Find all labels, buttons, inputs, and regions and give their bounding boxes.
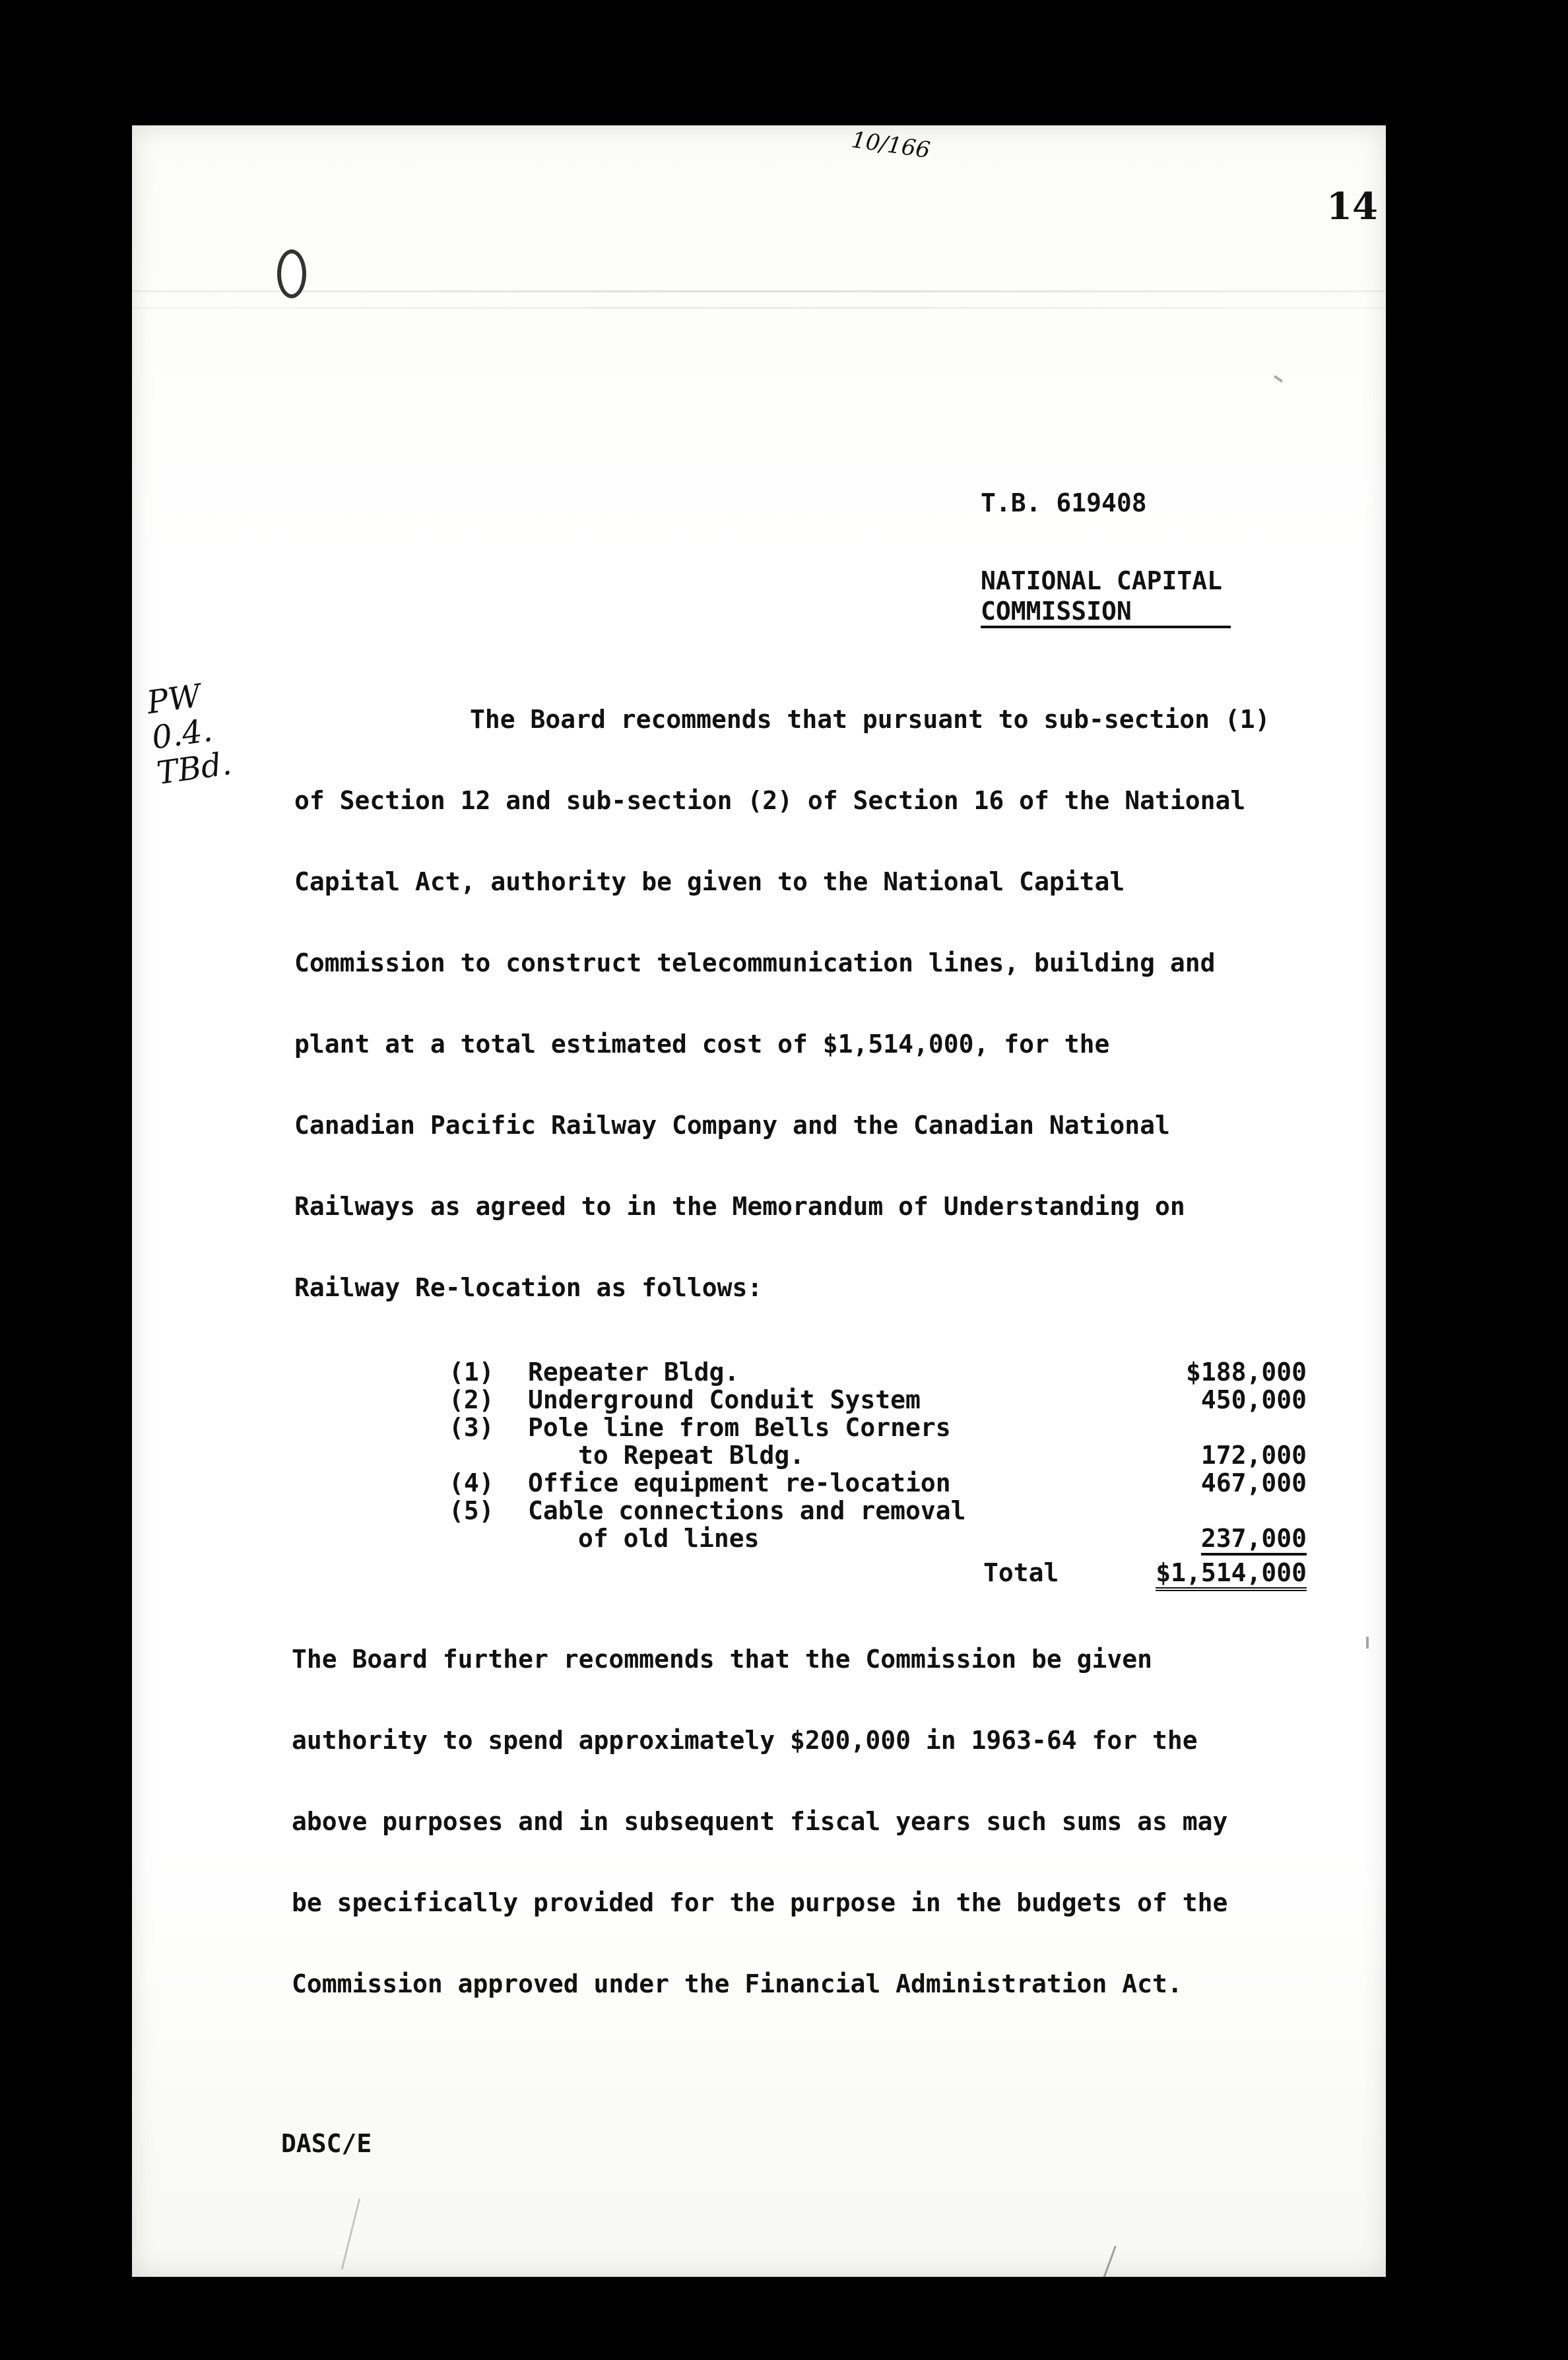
paragraph2-line: Commission approved under the Financial Administration Act. (292, 1969, 1183, 1998)
scan-scratch (341, 2198, 361, 2269)
margin-note: 0.4. (149, 711, 215, 757)
item-description: Cable connections and removal (528, 1496, 966, 1525)
agency-name-line1: NATIONAL CAPITAL (981, 566, 1223, 595)
item-description: Pole line from Bells Corners (528, 1413, 951, 1442)
margin-note: TBd. (154, 744, 234, 793)
paragraph2-line: The Board further recommends that the Commission be given (292, 1645, 1153, 1674)
item-number: (2) (449, 1385, 494, 1414)
margin-note: PW (145, 677, 203, 722)
item-amount: 237,000 (1201, 1524, 1307, 1556)
paragraph2-line: be specifically provided for the purpose in the budgets of the (292, 1888, 1228, 1917)
margin-handwritten-notes (145, 675, 234, 791)
fold-crease (132, 307, 1386, 309)
paragraph1-line: Capital Act, authority be given to the National Capital (294, 867, 1125, 896)
paragraph2-line: authority to spend approximately $200,000 in 1963-64 for the (292, 1726, 1198, 1755)
item-number: (1) (449, 1358, 494, 1387)
typist-initials: DASC/E (281, 2129, 372, 2158)
scan-scratch (1090, 2246, 1116, 2277)
item-description: Underground Conduit System (528, 1385, 921, 1414)
paragraph1-line: Railway Re-location as follows: (294, 1273, 763, 1302)
paragraph1-line: of Section 12 and sub-section (2) of Section 16 of the National (294, 786, 1246, 815)
item-amount: 450,000 (1200, 1385, 1307, 1414)
treasury-board-reference: T.B. 619408 (981, 488, 1147, 517)
paragraph2-line: above purposes and in subsequent fiscal years such sums as may (292, 1807, 1228, 1836)
scan-speck (1274, 375, 1283, 382)
total-amount-wrap (1109, 1559, 1307, 1587)
item-amount-wrap (1109, 1524, 1307, 1552)
item-description: to Repeat Bldg. (578, 1441, 805, 1470)
total-label: Total (983, 1558, 1059, 1587)
item-amount: 467,000 (1200, 1468, 1307, 1497)
page-number: 14 (1326, 185, 1378, 228)
paragraph1-line: The Board recommends that pursuant to sub-section (1) (470, 705, 1270, 734)
paragraph1-line: Railways as agreed to in the Memorandum of Understanding on (294, 1192, 1185, 1221)
document-page (132, 125, 1386, 2277)
item-description: Repeater Bldg. (528, 1358, 740, 1387)
item-amount: $188,000 (1185, 1358, 1307, 1387)
total-amount: $1,514,000 (1156, 1558, 1307, 1591)
item-description: of old lines (578, 1524, 760, 1553)
scan-speck (1366, 1637, 1369, 1649)
hole-punch-mark (277, 249, 306, 298)
paragraph1-line: plant at a total estimated cost of $1,514,000, for the (294, 1030, 1110, 1059)
fold-crease (132, 290, 1386, 292)
item-number: (4) (449, 1468, 494, 1497)
item-number: (5) (449, 1496, 494, 1525)
item-description: Office equipment re-location (528, 1468, 951, 1497)
item-amount: 172,000 (1200, 1441, 1307, 1470)
agency-name-line2: COMMISSION (981, 597, 1231, 628)
paragraph1-line: Canadian Pacific Railway Company and the Canadian National (294, 1111, 1170, 1140)
paragraph1-line: Commission to construct telecommunication lines, building and (294, 948, 1216, 977)
item-number: (3) (449, 1413, 494, 1442)
file-reference-handwritten: 10/166 (849, 126, 932, 164)
